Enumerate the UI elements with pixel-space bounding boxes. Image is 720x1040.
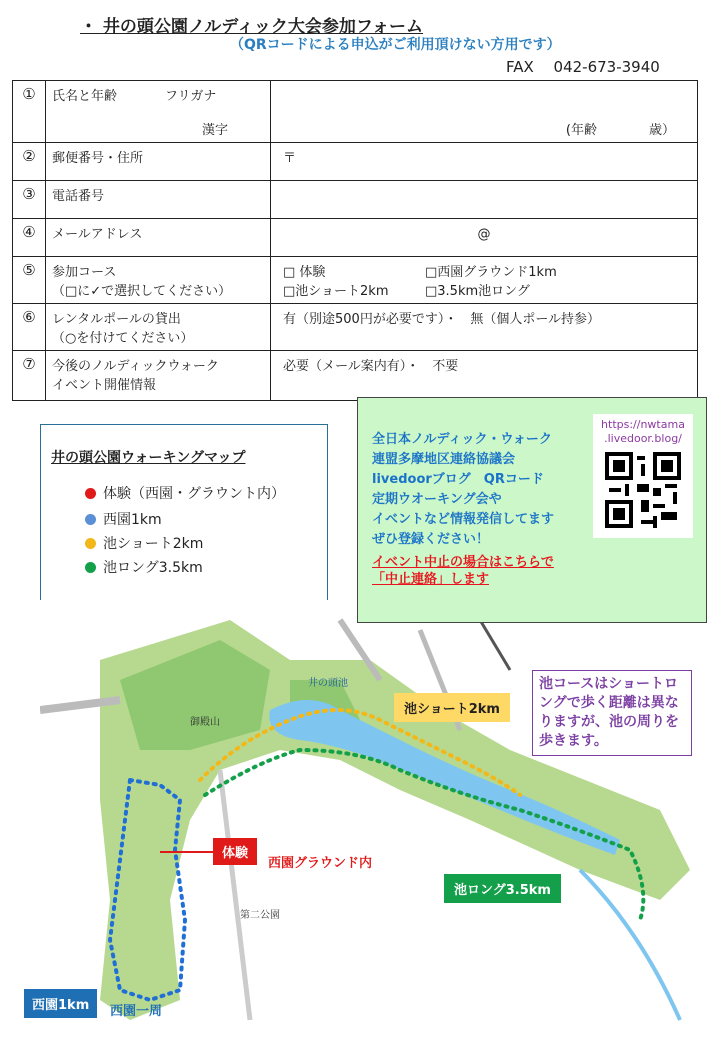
age-field[interactable]: (年齢 歳） — [565, 123, 675, 138]
course-options — [271, 257, 698, 304]
course-option-west[interactable]: □西園グラウンド1km — [425, 265, 557, 280]
short-course-label: 池ショート2km — [394, 693, 510, 722]
row-number: ③ — [13, 181, 46, 219]
row-number: ⑥ — [13, 304, 46, 351]
pond-course-note: 池コースはショートロングで歩く距離は異なりますが、池の周りを歩きます。 — [532, 670, 692, 756]
blue-dot-icon — [85, 514, 96, 525]
cancel-notice: イベント中止の場合はこちらで 「中止連絡」します — [372, 555, 554, 587]
course-option-long[interactable]: □3.5km池ロング — [425, 284, 530, 299]
page-title: ・ 井の頭公園ノルディック大会参加フォーム — [80, 17, 424, 37]
green-dot-icon — [85, 562, 96, 573]
legend-item: 池ロング3.5km — [85, 557, 203, 577]
row-label: 郵便番号・住所 — [46, 143, 271, 181]
row-label: レンタルポールの貸出 （○を付けてください） — [46, 304, 271, 351]
row-number: ⑤ — [13, 257, 46, 304]
info-options[interactable]: 必要（メール案内有）・ 不要 — [271, 351, 698, 401]
map-place-goten: 御殿山 — [190, 717, 220, 728]
map-place-pond: 井の頭池 — [308, 678, 348, 689]
phone-field[interactable] — [271, 181, 698, 219]
yellow-dot-icon — [85, 538, 96, 549]
info-text: 全日本ノルディック・ウォーク 連盟多摩地区連絡協議会 livedoorブログ QRコード 定期ウオーキング会や イベントなど情報発信してます ぜひ登録ください！ — [372, 432, 555, 547]
qr-code-block[interactable] — [593, 414, 693, 538]
row-number: ④ — [13, 219, 46, 257]
map-place-daini: 第二公園 — [240, 910, 280, 921]
form-row-address — [13, 143, 698, 181]
ground-label: 西園グラウンド内 — [268, 856, 373, 871]
address-field[interactable]: 〒 — [271, 143, 698, 181]
row-number: ① — [13, 81, 46, 143]
at-mark: @ — [477, 227, 491, 242]
fax-number: FAX 042-673-3940 — [506, 58, 660, 76]
park-map — [40, 600, 700, 1030]
legend-title: 井の頭公園ウォーキングマップ — [51, 450, 246, 466]
rental-options[interactable]: 有（別途500円が必要です）・ 無（個人ポール持参） — [271, 304, 698, 351]
row-label: 氏名と年齢 フリガナ 漢字 — [46, 81, 271, 143]
legend-item: 西園1km — [85, 509, 162, 529]
row-number: ② — [13, 143, 46, 181]
form-row-name — [13, 81, 698, 143]
application-form — [12, 80, 698, 401]
page-subtitle: （QRコードによる申込がご利用頂けない方用です） — [230, 37, 561, 53]
red-dot-icon — [85, 488, 96, 499]
west-loop-label: 西園一周 — [110, 1004, 163, 1019]
info-box — [357, 397, 707, 623]
qr-code-icon[interactable] — [605, 452, 681, 528]
course-option-taiken[interactable]: □ 体験 — [283, 265, 326, 280]
course-option-short[interactable]: □池ショート2km — [283, 284, 389, 299]
legend-item: 池ショート2km — [85, 533, 203, 553]
taiken-label: 体験 — [213, 838, 257, 865]
blog-url[interactable]: https://nwtama .livedoor.blog/ — [601, 418, 685, 445]
map-legend — [40, 424, 328, 616]
form-row-phone — [13, 181, 698, 219]
row-label: メールアドレス — [46, 219, 271, 257]
row-label: 参加コース （□に✓で選択してください） — [46, 257, 271, 304]
form-row-email — [13, 219, 698, 257]
row-label: 今後のノルディックウォーク イベント開催情報 — [46, 351, 271, 401]
legend-item: 体験（西園・グラウント内） — [85, 483, 285, 503]
email-field[interactable] — [271, 219, 698, 257]
west-course-label: 西園1km — [24, 989, 97, 1018]
form-row-info — [13, 351, 698, 401]
long-course-label: 池ロング3.5km — [444, 874, 561, 903]
name-age-field[interactable] — [271, 81, 698, 143]
row-number: ⑦ — [13, 351, 46, 401]
row-label: 電話番号 — [46, 181, 271, 219]
form-row-course — [13, 257, 698, 304]
form-row-rental — [13, 304, 698, 351]
